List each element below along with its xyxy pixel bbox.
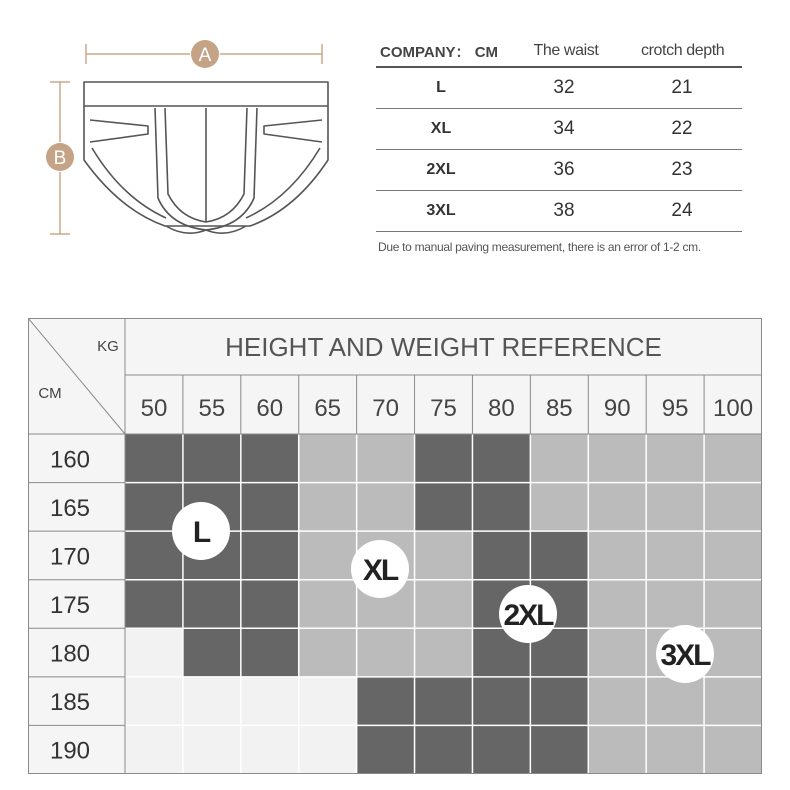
height-tick-label: 165 bbox=[49, 494, 91, 522]
size-cell-l bbox=[125, 434, 183, 483]
weight-tick-label: 85 bbox=[545, 395, 573, 422]
size-cell-2xl bbox=[357, 677, 415, 726]
size-cell-3xl bbox=[588, 725, 646, 774]
size-cell-3xl bbox=[704, 434, 762, 483]
size-cell-3xl bbox=[646, 677, 704, 726]
measure-a-label: A bbox=[198, 45, 212, 66]
crotch-cell: 24 bbox=[671, 200, 693, 221]
size-cell-2xl bbox=[472, 531, 530, 580]
height-tick-label: 180 bbox=[49, 640, 91, 668]
weight-tick-label: 65 bbox=[314, 395, 342, 422]
measurement-note: Due to manual paving measurement, there is an error of 1-2 cm. bbox=[378, 240, 701, 254]
size-cell-none bbox=[241, 725, 299, 774]
size-cell-3xl bbox=[704, 580, 762, 629]
size-cell-2xl bbox=[472, 725, 530, 774]
size-cell: L bbox=[436, 79, 446, 96]
height-tick-label: 175 bbox=[49, 592, 91, 619]
size-cell-3xl bbox=[704, 483, 762, 532]
size-cell-none bbox=[125, 677, 183, 726]
header-company-unit: COMPANY： CM bbox=[380, 43, 499, 61]
brief-outline bbox=[84, 82, 328, 233]
weight-tick-label: 70 bbox=[372, 395, 399, 422]
size-cell-l bbox=[125, 580, 183, 629]
header-crotch-depth: crotch depth bbox=[641, 42, 725, 59]
size-cell-3xl bbox=[588, 580, 646, 629]
size-cell-none bbox=[183, 677, 241, 726]
weight-tick-label: 90 bbox=[603, 395, 631, 422]
size-cell-xl bbox=[415, 531, 473, 580]
waist-cell: 32 bbox=[553, 77, 575, 98]
size-cell-none bbox=[125, 725, 183, 774]
weight-tick-label: 100 bbox=[713, 395, 754, 422]
header-waist: The waist bbox=[533, 42, 599, 59]
size-cell-3xl bbox=[646, 434, 704, 483]
size-cell-3xl bbox=[704, 531, 762, 580]
size-cell-l bbox=[241, 483, 299, 532]
size-cell-3xl bbox=[530, 483, 588, 532]
size-cell-l bbox=[183, 434, 241, 483]
size-cell-xl bbox=[357, 628, 415, 677]
zone-label-2xl: 2XL bbox=[503, 599, 553, 632]
weight-tick-label: 80 bbox=[488, 395, 515, 422]
size-cell-2xl bbox=[415, 725, 473, 774]
size-cell-l bbox=[183, 628, 241, 677]
weight-tick-label: 60 bbox=[256, 395, 284, 422]
size-cell-xl bbox=[415, 580, 473, 629]
crotch-cell: 21 bbox=[671, 77, 693, 98]
zone-label-xl: XL bbox=[362, 554, 398, 587]
size-cell-2xl bbox=[415, 483, 473, 532]
size-cell-l bbox=[183, 580, 241, 629]
table-row bbox=[376, 150, 742, 191]
size-cell-3xl bbox=[588, 677, 646, 726]
size-cell: 3XL bbox=[426, 202, 456, 219]
waist-cell: 38 bbox=[553, 200, 575, 221]
size-cell: XL bbox=[430, 120, 452, 137]
height-tick-label: 160 bbox=[49, 446, 91, 474]
size-cell-3xl bbox=[530, 434, 588, 483]
size-cell-xl bbox=[299, 483, 357, 532]
weight-tick-label: 75 bbox=[430, 395, 457, 422]
waist-cell: 36 bbox=[553, 159, 575, 180]
size-cell-3xl bbox=[588, 434, 646, 483]
corner-cm-label: CM bbox=[38, 385, 62, 402]
chart-title: HEIGHT AND WEIGHT REFERENCE bbox=[225, 332, 662, 362]
size-cell-xl bbox=[299, 628, 357, 677]
size-table-header bbox=[376, 36, 742, 68]
size-cell-2xl bbox=[472, 483, 530, 532]
size-cell-3xl bbox=[704, 725, 762, 774]
size-cell-2xl bbox=[357, 725, 415, 774]
size-cell-none bbox=[241, 677, 299, 726]
size-table bbox=[376, 36, 742, 232]
height-tick-label: 185 bbox=[49, 689, 91, 717]
size-cell-3xl bbox=[704, 677, 762, 726]
size-cell-3xl bbox=[588, 531, 646, 580]
weight-tick-label: 95 bbox=[661, 395, 689, 422]
size-cell-none bbox=[183, 725, 241, 774]
size-cell-3xl bbox=[588, 628, 646, 677]
size-cell-xl bbox=[357, 434, 415, 483]
crotch-cell: 22 bbox=[671, 118, 693, 139]
height-tick-label: 170 bbox=[49, 543, 91, 571]
size-cell-xl bbox=[299, 580, 357, 629]
brief-illustration bbox=[40, 30, 340, 250]
size-cell-3xl bbox=[646, 483, 704, 532]
size-cell-2xl bbox=[415, 434, 473, 483]
size-cell-2xl bbox=[530, 531, 588, 580]
size-cell-3xl bbox=[588, 483, 646, 532]
size-cell-3xl bbox=[646, 725, 704, 774]
size-cell-2xl bbox=[530, 725, 588, 774]
size-cell: 2XL bbox=[426, 161, 456, 178]
size-cell-none bbox=[125, 628, 183, 677]
size-cell-2xl bbox=[472, 677, 530, 726]
crotch-cell: 23 bbox=[671, 159, 693, 180]
size-cell-2xl bbox=[415, 677, 473, 726]
size-cell-l bbox=[241, 434, 299, 483]
waist-cell: 34 bbox=[553, 118, 575, 139]
height-tick-label: 190 bbox=[49, 737, 91, 765]
zone-label-3xl: 3XL bbox=[660, 639, 710, 672]
size-cell-none bbox=[299, 677, 357, 726]
size-cell-xl bbox=[357, 483, 415, 532]
size-cell-3xl bbox=[646, 531, 704, 580]
zone-label-l: L bbox=[192, 516, 210, 549]
height-weight-reference-chart bbox=[28, 318, 762, 774]
size-cell-2xl bbox=[472, 434, 530, 483]
size-cell-l bbox=[241, 580, 299, 629]
size-cell-xl bbox=[299, 434, 357, 483]
corner-diagonal bbox=[28, 318, 125, 434]
table-row bbox=[376, 109, 742, 150]
weight-tick-label: 50 bbox=[140, 395, 168, 422]
measure-b-label: B bbox=[53, 148, 67, 169]
size-cell-l bbox=[241, 531, 299, 580]
table-row bbox=[376, 191, 742, 232]
size-cell-3xl bbox=[646, 580, 704, 629]
corner-kg-label: KG bbox=[97, 338, 119, 355]
size-cell-none bbox=[299, 725, 357, 774]
size-cell-l bbox=[241, 628, 299, 677]
table-row bbox=[376, 68, 742, 109]
weight-tick-label: 55 bbox=[198, 395, 226, 422]
size-cell-xl bbox=[299, 531, 357, 580]
size-cell-2xl bbox=[530, 677, 588, 726]
size-cell-xl bbox=[415, 628, 473, 677]
